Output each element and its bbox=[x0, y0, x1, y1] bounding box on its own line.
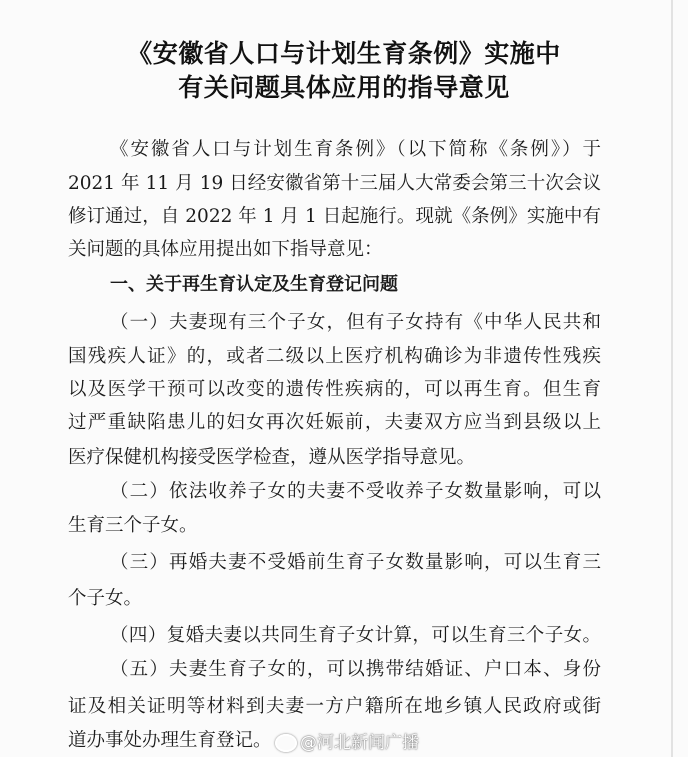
body-line: （一）夫妻现有三个子女，但有子女持有《中华人民共和 bbox=[110, 312, 601, 333]
body-line: 2021 年 11 月 19 日经安徽省第十三届人大常委会第三十次会议 bbox=[68, 173, 601, 194]
page-edge bbox=[671, 0, 673, 757]
watermark-text: @河北新闻广播 bbox=[300, 733, 419, 753]
body-line: 关问题的具体应用提出如下指导意见： bbox=[68, 239, 383, 260]
body-line: 国残疾人证》的，或者二级以上医疗机构确诊为非遗传性残疾 bbox=[68, 346, 601, 367]
weibo-icon bbox=[275, 734, 297, 752]
section-heading: 一、关于再生育认定及生育登记问题 bbox=[110, 274, 398, 295]
body-line: 个子女。 bbox=[68, 588, 143, 609]
body-line: 生育三个子女。 bbox=[68, 515, 198, 536]
body-line: （三）再婚夫妻不受婚前生育子女数量影响，可以生育三 bbox=[110, 552, 601, 573]
title-line-1: 《安徽省人口与计划生育条例》实施中 bbox=[127, 39, 561, 68]
body-line: 以及医学干预可以改变的遗传性疾病的，可以再生育。但生育 bbox=[68, 379, 601, 400]
body-line: 证及相关证明等材料到夫妻一方户籍所在地乡镇人民政府或街 bbox=[68, 696, 601, 717]
title-line-2: 有关问题具体应用的指导意见 bbox=[178, 73, 510, 102]
body-line: 道办事处办理生育登记。 bbox=[68, 730, 272, 751]
body-line: 过严重缺陷患儿的妇女再次妊娠前，夫妻双方应当到县级以上 bbox=[68, 412, 601, 433]
body-line: （五）夫妻生育子女的，可以携带结婚证、户口本、身份 bbox=[110, 659, 601, 680]
body-line: 修订通过，自 2022 年 1 月 1 日起施行。现就《条例》实施中有 bbox=[68, 206, 601, 227]
body-line: （二）依法收养子女的夫妻不受收养子女数量影响，可以 bbox=[110, 481, 601, 502]
watermark bbox=[275, 728, 419, 753]
body-line: （四）复婚夫妻以共同生育子女计算，可以生育三个子女。 bbox=[110, 625, 601, 646]
body-line: 《安徽省人口与计划生育条例》（以下简称《条例》）于 bbox=[110, 139, 601, 160]
body-line: 医疗保健机构接受医学检查，遵从医学指导意见。 bbox=[68, 447, 476, 468]
